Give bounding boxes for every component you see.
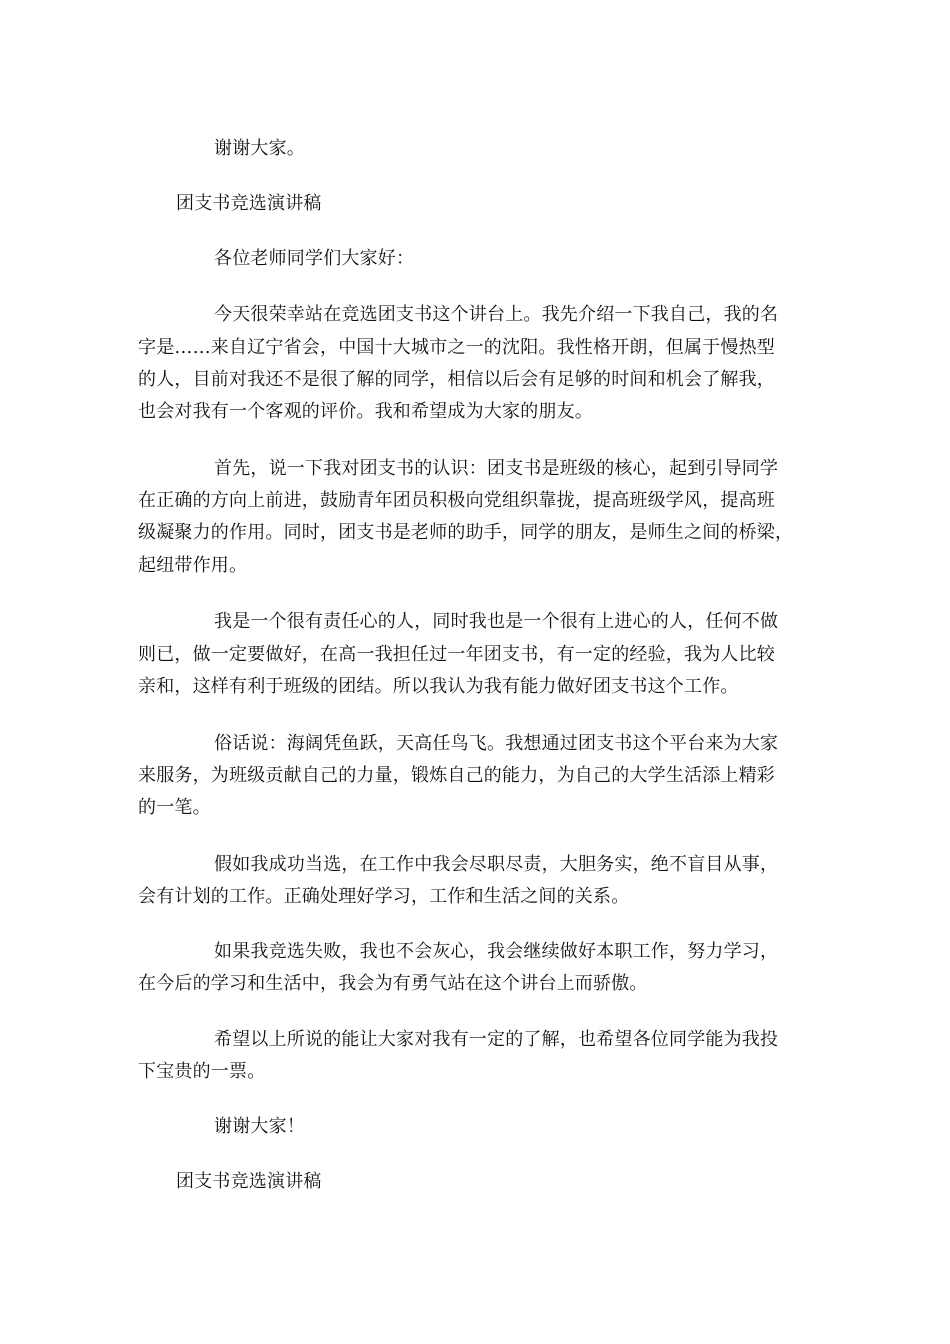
paragraph-line: 的一笔。 [138,797,211,818]
salutation-line: 各位老师同学们大家好： [214,248,415,269]
section-title: 团支书竞选演讲稿 [176,1171,322,1192]
paragraph-line: 级凝聚力的作用。同时，团支书是老师的助手，同学的朋友，是师生之间的桥梁， [138,522,794,543]
paragraph-line: 如果我竞选失败，我也不会灰心，我会继续做好本职工作，努力学习， [214,941,779,962]
section-title: 团支书竞选演讲稿 [176,193,322,214]
paragraph-line: 亲和，这样有利于班级的团结。所以我认为我有能力做好团支书这个工作。 [138,676,739,697]
paragraph-line: 会有计划的工作。正确处理好学习，工作和生活之间的关系。 [138,886,630,907]
paragraph-line: 首先，说一下我对团支书的认识：团支书是班级的核心，起到引导同学 [214,458,779,479]
paragraph-line: 则已，做一定要做好，在高一我担任过一年团支书，有一定的经验，我为人比较 [138,644,775,665]
paragraph-line: 在今后的学习和生活中，我会为有勇气站在这个讲台上而骄傲。 [138,973,648,994]
paragraph-line: 的人，目前对我还不是很了解的同学，相信以后会有足够的时间和机会了解我， [138,369,775,390]
paragraph-line: 今天很荣幸站在竞选团支书这个讲台上。我先介绍一下我自己，我的名 [214,304,779,325]
paragraph-line: 字是……来自辽宁省会，中国十大城市之一的沈阳。我性格开朗，但属于慢热型 [138,337,775,358]
paragraph-line: 起纽带作用。 [138,555,248,576]
paragraph-line: 也会对我有一个客观的评价。我和希望成为大家的朋友。 [138,401,593,422]
paragraph-line: 俗话说：海阔凭鱼跃，天高任鸟飞。我想通过团支书这个平台来为大家 [214,733,779,754]
paragraph-line: 来服务，为班级贡献自己的力量，锻炼自己的能力，为自己的大学生活添上精彩 [138,765,775,786]
closing-thanks-line: 谢谢大家！ [214,1116,305,1137]
paragraph-line: 下宝贵的一票。 [138,1061,266,1082]
closing-thanks-line: 谢谢大家。 [214,138,305,159]
paragraph-line: 我是一个很有责任心的人，同时我也是一个很有上进心的人，任何不做 [214,611,779,632]
paragraph-line: 希望以上所说的能让大家对我有一定的了解，也希望各位同学能为我投 [214,1029,779,1050]
paragraph-line: 在正确的方向上前进，鼓励青年团员积极向党组织靠拢，提高班级学风，提高班 [138,490,775,511]
paragraph-line: 假如我成功当选，在工作中我会尽职尽责，大胆务实，绝不盲目从事， [214,854,779,875]
